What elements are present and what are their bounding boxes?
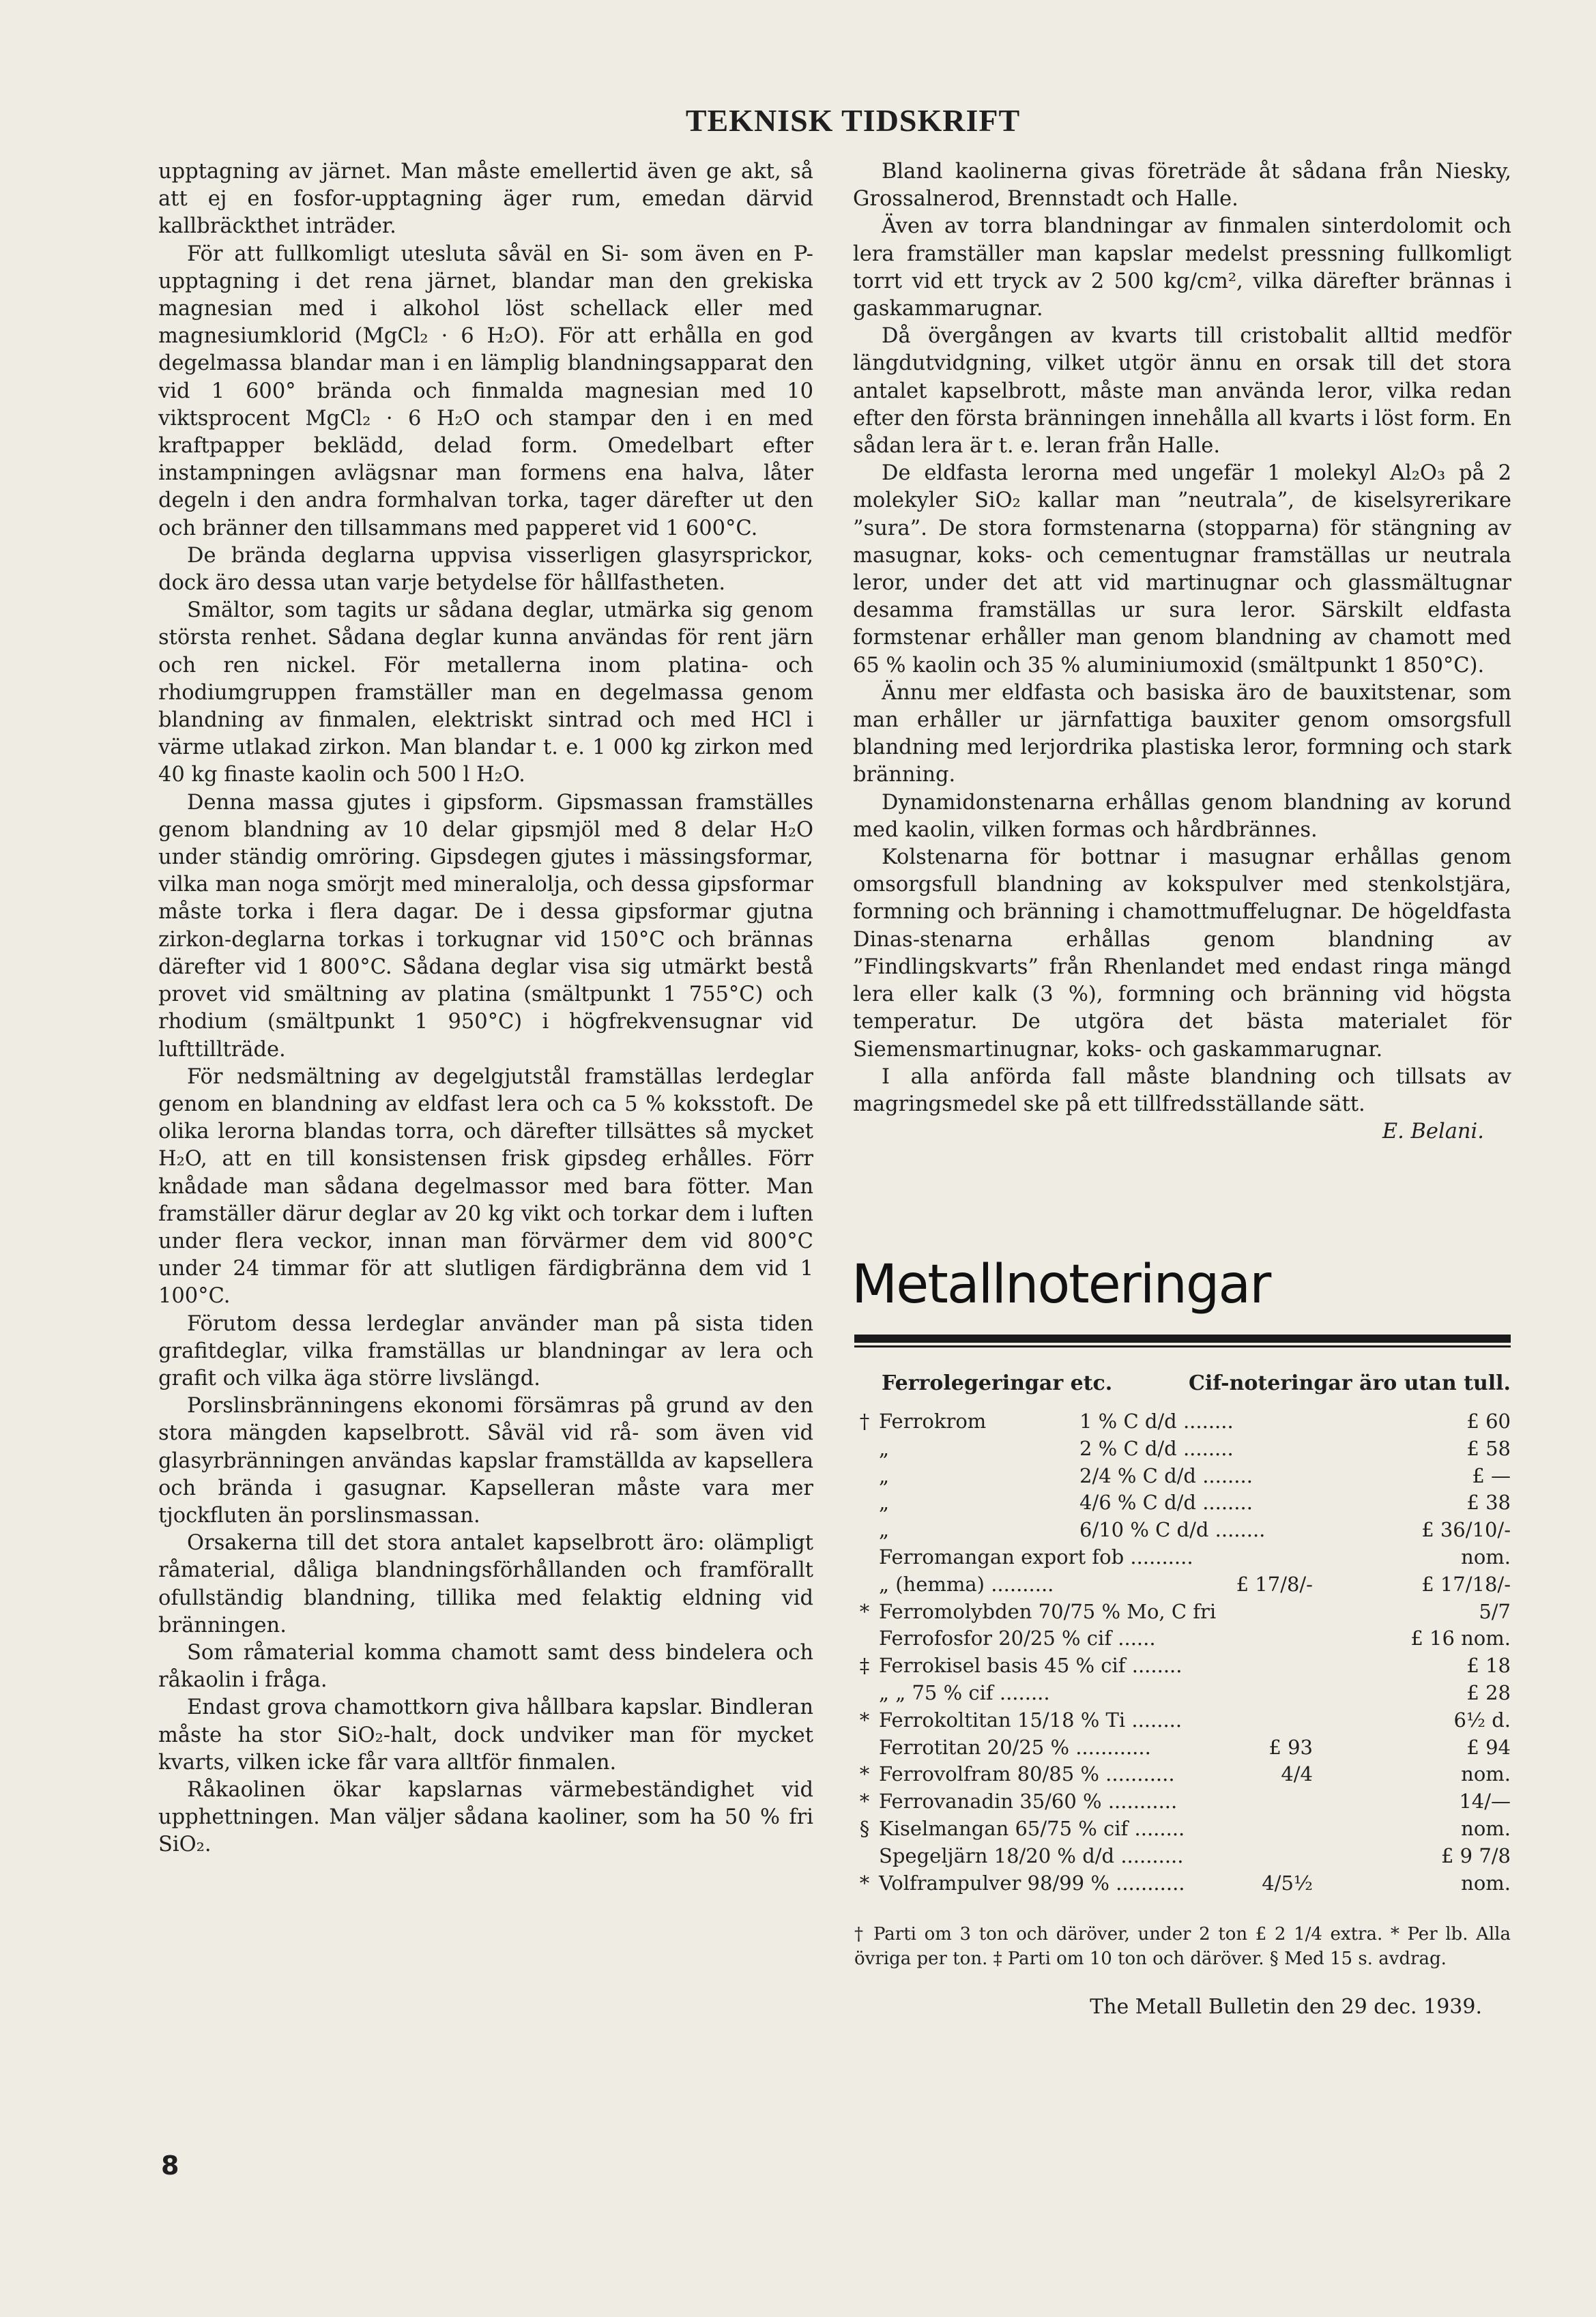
price-name: „ „ 75 % cif ........: [879, 1680, 1050, 1704]
price-col2: £ 38: [1466, 1491, 1511, 1515]
price-name: Ferrokisel basis 45 % cif ........: [879, 1654, 1183, 1678]
price-col2: £ 16 nom.: [1410, 1627, 1511, 1650]
price-row: [854, 1571, 1511, 1599]
price-col2: nom.: [1461, 1871, 1511, 1895]
price-name: Spegeljärn 18/20 % d/d ..........: [879, 1844, 1184, 1867]
price-table-header: [854, 1370, 1511, 1397]
price-row: [854, 1544, 1511, 1571]
price-col2: 5/7: [1479, 1599, 1511, 1623]
price-row: [854, 1870, 1511, 1897]
right-column: [853, 158, 1511, 1146]
price-spec: 2 % C d/d ........: [1079, 1436, 1234, 1460]
price-row: [854, 1517, 1511, 1544]
price-mark: *: [859, 1599, 870, 1623]
price-col2: £ 9 7/8: [1440, 1844, 1511, 1867]
masthead: TEKNISK TIDSKRIFT: [685, 103, 1021, 138]
price-col1: £ 17/8/-: [1236, 1572, 1313, 1596]
price-row: [854, 1436, 1511, 1463]
price-row: [854, 1843, 1511, 1870]
price-spec: 1 % C d/d ........: [1079, 1410, 1234, 1433]
price-name: „: [879, 1463, 890, 1487]
price-mark: *: [859, 1871, 870, 1895]
price-row: [854, 1625, 1511, 1652]
price-name: Ferromolybden 70/75 % Mo, C fri: [879, 1599, 1217, 1623]
price-col2: £ 60: [1466, 1410, 1511, 1433]
price-row: [854, 1788, 1511, 1816]
author-signature: E. Belani.: [1382, 1120, 1484, 1144]
price-col1: 4/5½: [1262, 1871, 1313, 1895]
price-name: Ferrotitan 20/25 % ............: [879, 1735, 1151, 1759]
price-name: „: [879, 1518, 890, 1542]
paragraph: De brända deglarna uppvisa visserligen glasyrsprickor, dock äro dessa utan varje betydelse för hållfastheten.: [158, 543, 813, 596]
price-col2: £ 36/10/-: [1421, 1518, 1511, 1542]
price-mark: §: [859, 1816, 870, 1840]
paragraph: Även av torra blandningar av finmalen sinterdolomit och lera framställer man kapslar medelst pressning fullkomligt torrt vid ett tryck av 2 500 kg/cm², vilka därefter brännas i gaskammarugnar.: [853, 214, 1511, 321]
price-name: „: [879, 1436, 890, 1460]
paragraph: upptagning av järnet. Man måste emellertid även ge akt, så att ej en fosfor-upptagning äger rum, emedan därvid kallbräckthet inträder.: [158, 160, 813, 239]
price-row: [854, 1680, 1511, 1707]
paragraph: Porslinsbränningens ekonomi försämras på grund av den stora mängden kapselbrott. Såväl vid rå- som även vid glasyrbränningen användas kapslar framställda av kapsellera och brända i gasugnar. Kapselleran måste vara mer tjockfluten än porslinsmassan.: [158, 1394, 813, 1528]
price-source: The Metall Bulletin den 29 dec. 1939.: [1090, 1995, 1482, 2019]
paragraph: Endast grova chamottkorn giva hållbara kapslar. Bindleran måste ha stor SiO₂-halt, dock undviker man för mycket kvarts, vilken icke får vara alltför finmalen.: [158, 1695, 813, 1775]
price-row: [854, 1463, 1511, 1490]
price-col2: £ 28: [1466, 1680, 1511, 1704]
price-name: Ferromangan export fob ..........: [879, 1545, 1193, 1569]
paragraph: Råkaolinen ökar kapslarnas värmebeständighet vid upphettningen. Man väljer sådana kaoliner, som ha 50 % fri SiO₂.: [158, 1777, 813, 1857]
price-name: Ferrofosfor 20/25 % cif ......: [879, 1627, 1156, 1650]
price-row: [854, 1408, 1511, 1436]
paragraph: Denna massa gjutes i gipsform. Gipsmassan framställes genom blandning av 10 delar gipsmjöl med 8 delar H₂O under ständig omröring. Gipsdegen gjutes i mässingsformar, vilka man noga smörjt med mineralolja, och dessa gipsformar måste torka i flera dagar. De i dessa gipsformar gjutna zirkon-deglarna torkas i torkugnar vid 150°C och brännas därefter vid 1 800°C. Sådana deglar visa sig utmärkt bestå provet vid smältning av platina (smältpunkt 1 755°C) och rhodium (smältpunkt 1 950°C) i högfrekvensugnar vid lufttillträde.: [158, 790, 813, 1062]
price-name: Ferrovolfram 80/85 % ...........: [879, 1762, 1175, 1786]
price-header-right: Cif-noteringar äro utan tull.: [1189, 1371, 1511, 1395]
price-col2: £ 18: [1466, 1654, 1511, 1678]
paragraph: Som råmaterial komma chamott samt dess bindelera och råkaolin i fråga.: [158, 1640, 813, 1693]
price-spec: 6/10 % C d/d ........: [1079, 1518, 1266, 1542]
paragraph: I alla anförda fall måste blandning och tillsats av magringsmedel ske på ett tillfredsställande sätt.: [853, 1064, 1511, 1116]
metall-section-title: Metallnoteringar: [852, 1254, 1271, 1315]
paragraph: För nedsmältning av degelgjutstål framställas lerdeglar genom en blandning av eldfast lera och ca 5 % koksstoft. De olika lerorna blandas torra, och därefter tillsättes så mycket H₂O, att en till konsistensen frisk gipsdeg erhålles. Förr knådade man sådana degelmassor med bara fötter. Man framställer därur deglar av 20 kg vikt och torkar dem i luften under flera veckor, innan man förvärmer dem vid 800°C under 24 timmar för att slutligen färdigbränna dem vid 1 100°C.: [158, 1064, 813, 1309]
left-column: [158, 158, 813, 1859]
price-col1: £ 93: [1268, 1735, 1313, 1759]
price-mark: ‡: [859, 1654, 870, 1678]
price-col2: £ —: [1472, 1463, 1511, 1487]
price-col2: £ 17/18/-: [1421, 1572, 1511, 1596]
price-mark: †: [859, 1410, 870, 1433]
paragraph: Förutom dessa lerdeglar använder man på sista tiden grafitdeglar, vilka framställas ur blandningar av lera och grafit och vilka äga större livslängd.: [158, 1311, 813, 1390]
paragraph: Då övergången av kvarts till cristobalit alltid medför längdutvidgning, vilket utgör ännu en orsak till det stora antalet kapselbrott, måste man använda leror, vilka redan efter den första bränningen innehålla all kvarts i löst form. En sådan lera är t. e. leran från Halle.: [853, 324, 1511, 458]
price-table: [854, 1408, 1511, 1897]
title-rule-thin: [854, 1345, 1511, 1347]
price-name: Ferrokrom: [879, 1410, 987, 1433]
page-number: 8: [161, 2151, 179, 2181]
price-col2: 14/—: [1459, 1790, 1511, 1813]
paragraph: Ännu mer eldfasta och basiska äro de bauxitstenar, som man erhåller ur järnfattiga bauxiter genom omsorgsfull blandning med lerjordrika plastiska leror, formning och stark bränning.: [853, 680, 1511, 787]
price-row: [854, 1707, 1511, 1734]
paragraph: Orsakerna till det stora antalet kapselbrott äro: olämpligt råmaterial, dåliga blandningsförhållanden och framförallt ofullständig blandning, tillika med felaktig eldning vid bränningen.: [158, 1531, 813, 1637]
price-row: [854, 1599, 1511, 1626]
price-row: [854, 1761, 1511, 1788]
paragraph: Dynamidonstenarna erhållas genom blandning av korund med kaolin, vilken formas och hårdbrännes.: [853, 790, 1511, 842]
price-col2: nom.: [1461, 1816, 1511, 1840]
price-col2: nom.: [1461, 1545, 1511, 1569]
price-col2: nom.: [1461, 1762, 1511, 1786]
price-name: Ferrokoltitan 15/18 % Ti ........: [879, 1708, 1183, 1732]
price-row: [854, 1652, 1511, 1680]
price-row: [854, 1489, 1511, 1517]
price-mark: *: [859, 1790, 870, 1813]
price-col1: 4/4: [1281, 1762, 1313, 1786]
price-mark: *: [859, 1708, 870, 1732]
price-name: „ (hemma) ..........: [879, 1572, 1054, 1596]
price-name: Volframpulver 98/99 % ...........: [879, 1871, 1185, 1895]
price-name: „: [879, 1491, 890, 1515]
price-col2: 6½ d.: [1453, 1708, 1511, 1732]
price-col2: £ 58: [1466, 1436, 1511, 1460]
price-name: Kiselmangan 65/75 % cif ........: [879, 1816, 1185, 1840]
paragraph: Bland kaolinerna givas företräde åt sådana från Niesky, Grossalnerod, Brennstadt och Halle.: [853, 160, 1511, 212]
footnote-text: † Parti om 3 ton och däröver, under 2 ton £ 2 1/4 extra. * Per lb. Alla övriga per ton. ‡ Parti om 10 ton och däröver. § Med 15 s. avdrag.: [854, 1924, 1511, 1969]
price-name: Ferrovanadin 35/60 % ...........: [879, 1790, 1178, 1813]
title-rule: [854, 1335, 1511, 1343]
price-footnotes: [854, 1922, 1511, 1971]
price-spec: 4/6 % C d/d ........: [1079, 1491, 1253, 1515]
paragraph: Kolstenarna för bottnar i masugnar erhållas genom omsorgsfull blandning av kokspulver med stenkolstjära, formning och bränning i chamottmuffelugnar. De högeldfasta Dinas-stenarna erhållas genom blandning av ”Findlingskvarts” från Rhenlandet med endast ringa mängd lera eller kalk (3 %), formning och bränning vid högsta temperatur. De utgöra det bästa materialet för Siemensmartinugnar, koks- och gaskammarugnar.: [853, 845, 1511, 1062]
paragraph: För att fullkomligt utesluta såväl en Si- som även en P-upptagning i det rena järnet, blandar man den grekiska magnesian med i alkohol löst schellack eller med magnesiumklorid (MgCl₂ · 6 H₂O). För att erhålla en god degelmassa blandar man i en lämplig blandningsapparat den vid 1 600° brända och finmalda magnesian med 10 viktsprocent MgCl₂ · 6 H₂O och stampar den i en med kraftpapper beklädd, delad form. Omedelbart efter instampningen avlägsnar man formens ena halva, låter degeln i den andra formhalvan torka, tager därefter ut den och bränner den tillsammans med papperet vid 1 600°C.: [158, 242, 813, 540]
price-row: [854, 1816, 1511, 1843]
price-row: [854, 1734, 1511, 1762]
price-header-left: Ferrolegeringar etc.: [882, 1371, 1113, 1395]
price-mark: *: [859, 1762, 870, 1786]
price-spec: 2/4 % C d/d ........: [1079, 1463, 1253, 1487]
paragraph: De eldfasta lerorna med ungefär 1 molekyl Al₂O₃ på 2 molekyler SiO₂ kallar man ”neutrala”, de kiselsyrerikare ”sura”. De stora formstenarna (stopparna) för stängning av masugnar, koks- och cementugnar framställas ur neutrala leror, under det att vid martinugnar och glassmältugnar desamma framställas ur sura leror. Särskilt eldfasta formstenar erhåller man genom blandning av chamott med 65 % kaolin och 35 % aluminiumoxid (smältpunkt 1 850°C).: [853, 461, 1511, 677]
paragraph: Smältor, som tagits ur sådana deglar, utmärka sig genom största renhet. Sådana deglar kunna användas för rent järn och ren nickel. För metallerna inom platina- och rhodiumgruppen framställer man en degelmassa genom blandning av finmalen, elektriskt sintrad och med HCl i värme utlakad zirkon. Man blandar t. e. 1 000 kg zirkon med 40 kg finaste kaolin och 500 l H₂O.: [158, 598, 813, 787]
price-col2: £ 94: [1466, 1735, 1511, 1759]
